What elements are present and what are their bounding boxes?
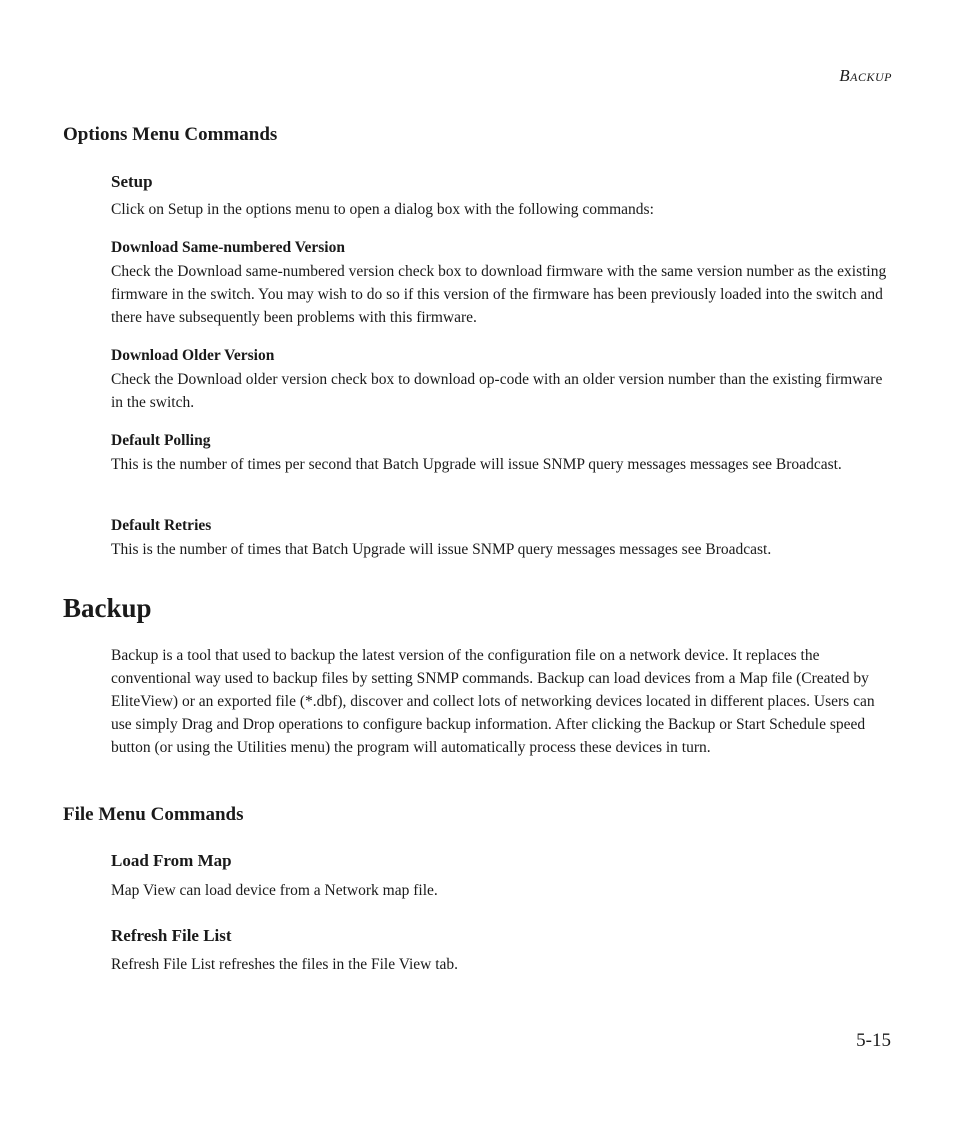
running-header <box>839 66 892 86</box>
page-number: 5-15 <box>856 1030 891 1051</box>
load-from-map-heading: Load From Map <box>111 851 232 870</box>
download-older-heading: Download Older Version <box>111 347 275 364</box>
running-header-rest: ACKUP <box>850 70 892 84</box>
download-same-text: Check the Download same-numbered version check box to download firmware with the same version number as the existing firmware in the switch. You may wish to do so if this version of the firmware has been previously loaded into the switch and there have subsequently been problems with this firmware. <box>111 263 887 326</box>
options-menu-heading: Options Menu Commands <box>63 124 278 145</box>
default-polling-heading: Default Polling <box>111 432 211 449</box>
load-from-map-text: Map View can load device from a Network map file. <box>111 882 438 899</box>
backup-heading: Backup <box>63 593 152 623</box>
refresh-file-list-text: Refresh File List refreshes the files in the File View tab. <box>111 956 459 973</box>
refresh-file-list-heading: Refresh File List <box>111 926 232 945</box>
setup-heading: Setup <box>111 172 153 191</box>
running-header-initial: B <box>839 66 851 85</box>
backup-text: Backup is a tool that used to backup the latest version of the configuration file on a network device. It replaces the conventional way used to backup files by setting SNMP commands. Backup can load devices from a Map file (Created by EliteView) or an exported file (*.dbf), discover and collect lots of networking devices located in different places. Users can use simply Drag and Drop operations to configure backup information. After clicking the Backup or Start Schedule speed button (or using the Utilities menu) the program will automatically process these devices in turn. <box>111 647 875 756</box>
setup-text: Click on Setup in the options menu to open a dialog box with the following commands: <box>111 201 654 218</box>
default-retries-text: This is the number of times that Batch Upgrade will issue SNMP query messages messages see Broadcast. <box>111 541 772 558</box>
file-menu-heading: File Menu Commands <box>63 804 244 825</box>
default-polling-text: This is the number of times per second that Batch Upgrade will issue SNMP query messages messages see Broadcast. <box>111 456 842 473</box>
download-older-text: Check the Download older version check box to download op-code with an older version number than the existing firmware in the switch. <box>111 371 883 411</box>
default-retries-heading: Default Retries <box>111 517 212 534</box>
download-same-heading: Download Same-numbered Version <box>111 239 345 256</box>
